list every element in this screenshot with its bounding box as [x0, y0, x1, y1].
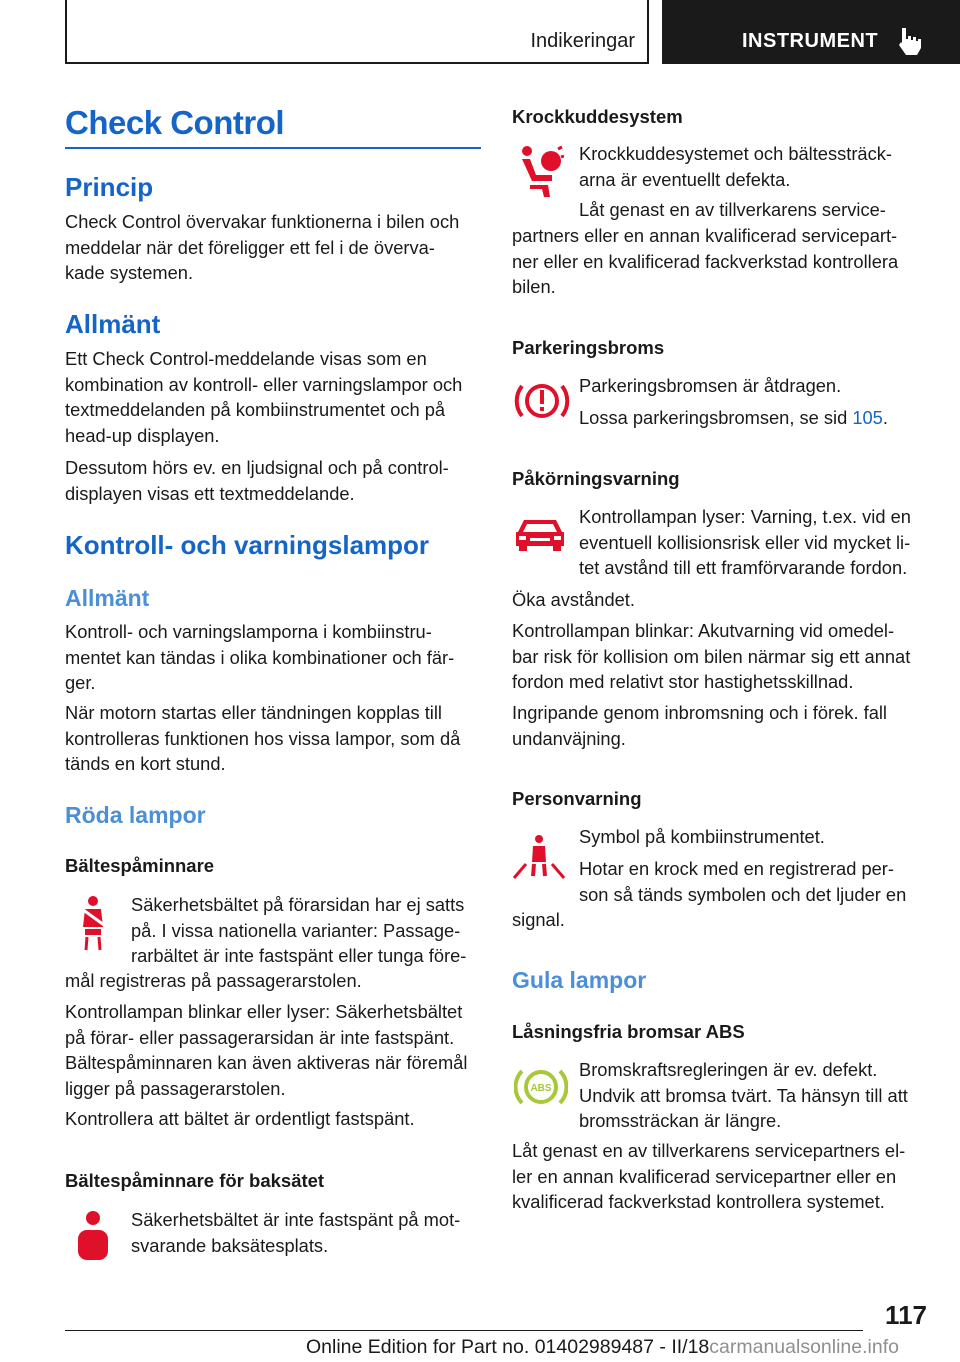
chapter-label: INSTRUMENT [742, 30, 879, 52]
paragraph-allmant-2: Dessutom hörs ev. en ljudsignal och på control- displayen visas ett textmeddelande. [65, 457, 449, 504]
section-label: Indikeringar [530, 30, 635, 52]
paragraph-collision-icon-text: Kontrollampan lyser: Varning, t.ex. vid en eventuell kollisionsrisk eller vid mycket li- tet avstånd till ett framförvarande fordon. [579, 506, 911, 578]
paragraph-parking-2: Lossa parkeringsbromsen, se sid 105. [579, 407, 888, 428]
abs-warning-icon [514, 1064, 568, 1110]
heading-princip: Princip [65, 172, 154, 202]
paragraph-belt-icon-text: Säkerhetsbältet på förarsidan har ej satts på. I vissa nationella varianter: Passage- rarbältet är inte fastspänt eller tunga före- [131, 894, 467, 966]
paragraph-rear-belt: Säkerhetsbältet är inte fastspänt på mot- svarande baksätesplats. [131, 1209, 461, 1256]
paragraph-allmant-1: Ett Check Control-meddelande visas som en kombination av kontroll- eller varningslampor och textmeddelanden på kombiinstrumentet och på head-up displayen. [65, 348, 463, 446]
paragraph-airbag-2-start: Låt genast en av tillverkarens service- [579, 199, 886, 220]
rear-seatbelt-warning-icon [76, 1210, 110, 1260]
heading-rear-belt: Bältespåminnare för baksätet [65, 1170, 325, 1191]
paragraph-abs-2: Låt genast en av tillverkarens servicepartners el- ler en annan kvalificerad servicepartner eller en kvalificerad fackverkstad kontrollera systemet. [512, 1140, 906, 1212]
paragraph-person-icon-text: Hotar en krock med en registrerad per- son så tänds symbolen och det ljuder en [579, 858, 907, 905]
paragraph-person-continued: signal. [512, 909, 565, 930]
paragraph-belt-2: Kontrollampan blinkar eller lyser: Säkerhetsbältet på förar- eller passagerarsidan är inte fastspänt. Bältespåminnaren kan även aktiveras när föremål ligger på passagerarstolen. [65, 1001, 468, 1099]
heading-abs: Låsningsfria bromsar ABS [512, 1021, 745, 1042]
title-rule [65, 147, 481, 149]
collision-warning-car-icon [514, 516, 566, 552]
paragraph-airbag-2: partners eller en annan kvalificerad servicepart- ner eller en kvalificerad fackverkstad kontrollera bilen. [512, 225, 899, 297]
header-section-box [65, 0, 649, 64]
paragraph-collision-4: Ingripande genom inbromsning och i förek. fall undanväjning. [512, 702, 887, 749]
heading-allmant: Allmänt [65, 309, 161, 339]
heading-parking-brake: Parkeringsbroms [512, 337, 665, 358]
heading-person-warning: Personvarning [512, 788, 642, 809]
paragraph-collision-2: Öka avståndet. [512, 589, 635, 610]
page-number: 117 [885, 1300, 927, 1330]
heading-yellow-lamps: Gula lampor [512, 967, 647, 993]
paragraph-collision-3: Kontrollampan blinkar: Akutvarning vid omedel- bar risk för kollision om bilen närmar sig ett annat fordon med relativt stor hastighetsskillnad. [512, 620, 911, 692]
watermark: carmanualsonline.info [709, 1336, 899, 1358]
parking-brake-warning-icon [514, 378, 570, 424]
heading-belt-reminder: Bältespåminnare [65, 855, 215, 876]
paragraph-person-1: Symbol på kombiinstrumentet. [579, 826, 825, 847]
page-reference-link[interactable]: 105 [852, 407, 883, 428]
paragraph-airbag-icon-text: Krockkuddesystemet och bältessträck- arna är eventuellt defekta. [579, 143, 892, 190]
heading-collision-warning: Påkörningsvarning [512, 468, 680, 489]
page-title: Check Control [65, 104, 285, 141]
footer-edition: Online Edition for Part no. 01402989487 - II/18carmanualsonline.info [306, 1336, 899, 1358]
paragraph-belt-continued: mål registreras på passagerarstolen. [65, 970, 362, 991]
footer-rule [65, 1330, 863, 1331]
subheading-lamps-allmant: Allmänt [65, 585, 150, 611]
person-warning-icon [512, 834, 566, 880]
header-chapter-box [662, 0, 960, 64]
airbag-warning-icon [518, 145, 564, 197]
heading-airbag: Krockkuddesystem [512, 106, 683, 127]
svg-text:ABS: ABS [530, 1083, 552, 1094]
paragraph-lamps-1: Kontroll- och varningslamporna i kombiinstru- mentet kan tändas i olika kombinationer och fär- ger. [65, 621, 455, 693]
seatbelt-warning-icon [76, 895, 110, 951]
hand-pointer-icon [897, 26, 923, 56]
heading-red-lamps: Röda lampor [65, 802, 206, 828]
heading-lamps: Kontroll- och varningslampor [65, 530, 430, 560]
paragraph-parking-1: Parkeringsbromsen är åtdragen. [579, 375, 842, 396]
paragraph-princip: Check Control övervakar funktionerna i bilen och meddelar när det föreligger ett fel i de överva- kade systemen. [65, 211, 460, 283]
paragraph-belt-3: Kontrollera att bältet är ordentligt fastspänt. [65, 1108, 415, 1129]
paragraph-abs-icon-text: Bromskraftsregleringen är ev. defekt. Undvik att bromsa tvärt. Ta hänsyn till att bromssträckan är längre. [579, 1059, 908, 1131]
paragraph-lamps-2: När motorn startas eller tändningen kopplas till kontrolleras funktionen hos vissa lampor, som då tänds en kort stund. [65, 702, 461, 774]
